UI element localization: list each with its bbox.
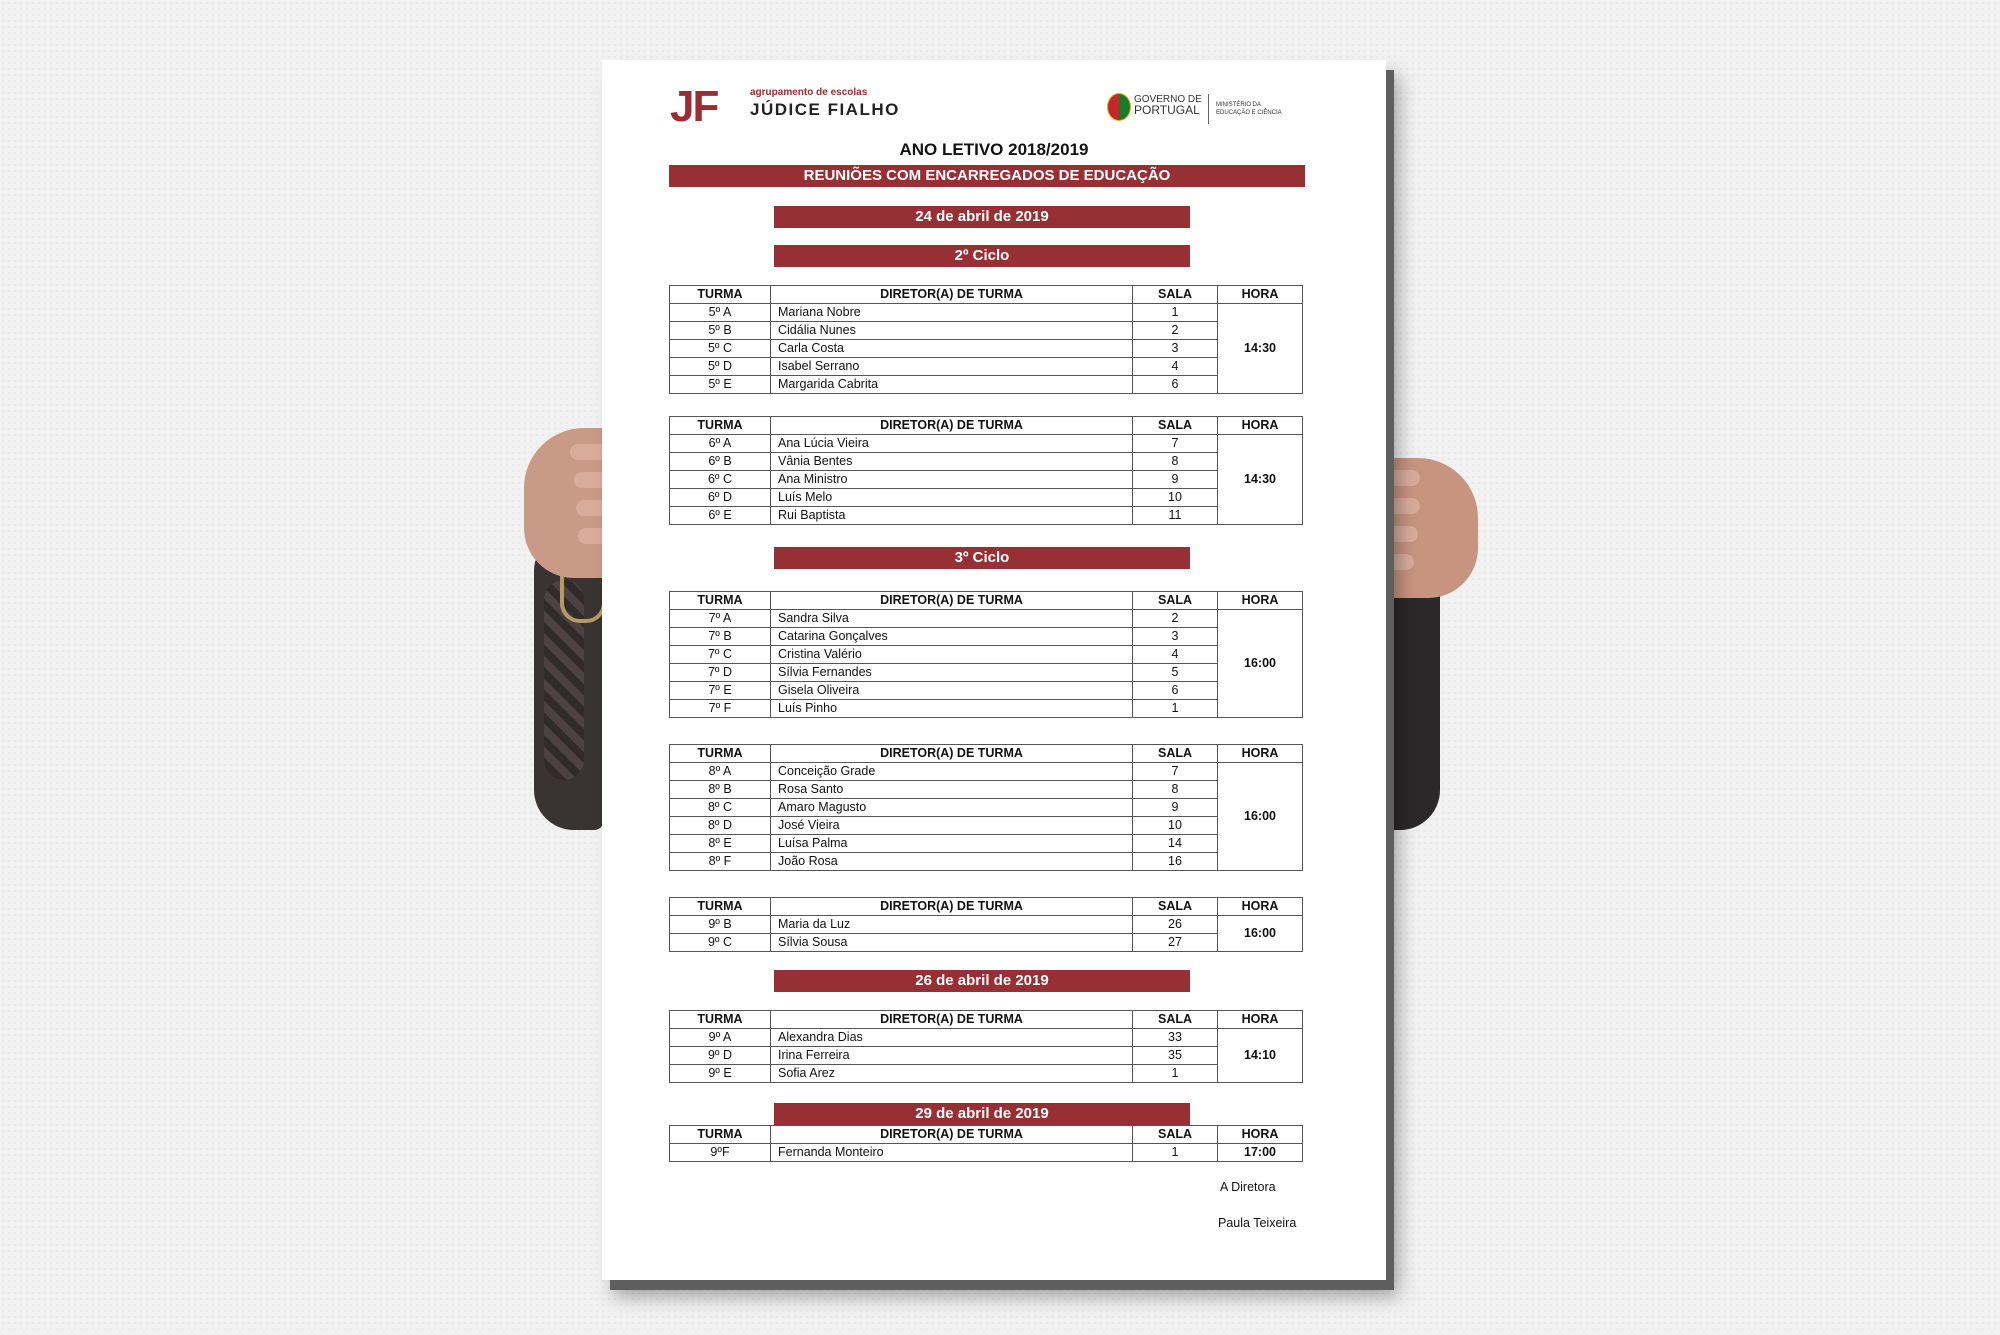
right-arm <box>1380 560 1440 830</box>
table-row <box>670 916 1303 934</box>
cell-diretor: Margarida Cabrita <box>771 376 1133 394</box>
column-header-hora: HORA <box>1218 592 1303 610</box>
column-header-diretor: DIRETOR(A) DE TURMA <box>771 1011 1133 1029</box>
column-header-turma: TURMA <box>670 286 771 304</box>
cell-sala: 3 <box>1133 340 1218 358</box>
cycle-bar-3: 3º Ciclo <box>774 547 1190 569</box>
table-row <box>670 781 1303 799</box>
cell-hora: 17:00 <box>1218 1144 1303 1162</box>
table-row <box>670 1047 1303 1065</box>
cell-sala: 4 <box>1133 646 1218 664</box>
cell-turma: 8º A <box>670 763 771 781</box>
cell-diretor: João Rosa <box>771 853 1133 871</box>
cell-hora: 14:30 <box>1218 304 1303 394</box>
cell-sala: 10 <box>1133 489 1218 507</box>
cell-sala: 2 <box>1133 610 1218 628</box>
cell-turma: 8º E <box>670 835 771 853</box>
table-header-row <box>670 898 1303 916</box>
column-header-turma: TURMA <box>670 1011 771 1029</box>
cell-turma: 6º A <box>670 435 771 453</box>
table-row <box>670 471 1303 489</box>
cell-turma: 9º B <box>670 916 771 934</box>
table-row <box>670 358 1303 376</box>
cell-sala: 6 <box>1133 376 1218 394</box>
cell-sala: 26 <box>1133 916 1218 934</box>
table-header-row <box>670 1126 1303 1144</box>
signature-name: Paula Teixeira <box>1218 1216 1297 1230</box>
column-header-turma: TURMA <box>670 1126 771 1144</box>
cell-turma: 9ºF <box>670 1144 771 1162</box>
column-header-hora: HORA <box>1218 1126 1303 1144</box>
cell-turma: 6º B <box>670 453 771 471</box>
logo-divider <box>1208 94 1209 124</box>
column-header-diretor: DIRETOR(A) DE TURMA <box>771 745 1133 763</box>
cell-diretor: Sandra Silva <box>771 610 1133 628</box>
cell-sala: 6 <box>1133 682 1218 700</box>
cell-diretor: Luísa Palma <box>771 835 1133 853</box>
cell-diretor: Gisela Oliveira <box>771 682 1133 700</box>
cell-sala: 33 <box>1133 1029 1218 1047</box>
cell-sala: 7 <box>1133 763 1218 781</box>
cell-turma: 5º C <box>670 340 771 358</box>
cell-turma: 6º E <box>670 507 771 525</box>
cell-sala: 35 <box>1133 1047 1218 1065</box>
cell-diretor: José Vieira <box>771 817 1133 835</box>
cell-sala: 4 <box>1133 358 1218 376</box>
column-header-diretor: DIRETOR(A) DE TURMA <box>771 592 1133 610</box>
cell-turma: 7º A <box>670 610 771 628</box>
cell-sala: 7 <box>1133 435 1218 453</box>
table-row <box>670 435 1303 453</box>
cell-sala: 1 <box>1133 1065 1218 1083</box>
cell-diretor: Alexandra Dias <box>771 1029 1133 1047</box>
cell-turma: 7º F <box>670 700 771 718</box>
cell-turma: 6º C <box>670 471 771 489</box>
cell-hora: 14:10 <box>1218 1029 1303 1083</box>
table-row <box>670 304 1303 322</box>
cell-sala: 1 <box>1133 1144 1218 1162</box>
cell-hora: 16:00 <box>1218 916 1303 952</box>
schedule-table <box>669 591 1303 718</box>
cell-turma: 7º D <box>670 664 771 682</box>
table-row <box>670 453 1303 471</box>
table-header-row <box>670 745 1303 763</box>
table-row <box>670 646 1303 664</box>
cell-diretor: Ana Lúcia Vieira <box>771 435 1133 453</box>
school-logo: JF <box>670 82 718 131</box>
page-title: ANO LETIVO 2018/2019 <box>899 140 1089 159</box>
table-row <box>670 322 1303 340</box>
schedule-table <box>669 744 1303 871</box>
cell-sala: 1 <box>1133 700 1218 718</box>
cell-sala: 9 <box>1133 799 1218 817</box>
column-header-turma: TURMA <box>670 898 771 916</box>
cell-turma: 6º D <box>670 489 771 507</box>
cell-turma: 5º D <box>670 358 771 376</box>
cell-turma: 9º C <box>670 934 771 952</box>
cell-turma: 8º F <box>670 853 771 871</box>
column-header-sala: SALA <box>1133 592 1218 610</box>
table-row <box>670 835 1303 853</box>
table-row <box>670 799 1303 817</box>
table-row <box>670 507 1303 525</box>
column-header-turma: TURMA <box>670 592 771 610</box>
schedule-table <box>669 416 1303 525</box>
date-bar-2: 26 de abril de 2019 <box>774 970 1190 992</box>
column-header-diretor: DIRETOR(A) DE TURMA <box>771 286 1133 304</box>
cell-sala: 27 <box>1133 934 1218 952</box>
table-header-row <box>670 1011 1303 1029</box>
cell-sala: 11 <box>1133 507 1218 525</box>
column-header-turma: TURMA <box>670 745 771 763</box>
logo-caption: agrupamento de escolas <box>750 87 868 98</box>
column-header-diretor: DIRETOR(A) DE TURMA <box>771 417 1133 435</box>
column-header-hora: HORA <box>1218 286 1303 304</box>
column-header-sala: SALA <box>1133 898 1218 916</box>
cell-sala: 2 <box>1133 322 1218 340</box>
cell-diretor: Carla Costa <box>771 340 1133 358</box>
cell-diretor: Sofia Arez <box>771 1065 1133 1083</box>
table-row <box>670 489 1303 507</box>
cell-diretor: Cidália Nunes <box>771 322 1133 340</box>
schedule-table <box>669 1010 1303 1083</box>
table-row <box>670 628 1303 646</box>
subtitle-bar: REUNIÕES COM ENCARREGADOS DE EDUCAÇÃO <box>669 165 1305 187</box>
column-header-hora: HORA <box>1218 898 1303 916</box>
cell-turma: 5º A <box>670 304 771 322</box>
cell-turma: 8º B <box>670 781 771 799</box>
schedule-table <box>669 285 1303 394</box>
cell-sala: 1 <box>1133 304 1218 322</box>
column-header-hora: HORA <box>1218 1011 1303 1029</box>
column-header-sala: SALA <box>1133 1011 1218 1029</box>
cell-turma: 8º C <box>670 799 771 817</box>
date-bar-1: 24 de abril de 2019 <box>774 206 1190 228</box>
schedule-table <box>669 1125 1303 1162</box>
cell-sala: 8 <box>1133 781 1218 799</box>
cell-hora: 16:00 <box>1218 763 1303 871</box>
column-header-hora: HORA <box>1218 745 1303 763</box>
column-header-sala: SALA <box>1133 1126 1218 1144</box>
cell-diretor: Rosa Santo <box>771 781 1133 799</box>
cell-turma: 8º D <box>670 817 771 835</box>
cell-turma: 5º E <box>670 376 771 394</box>
cell-turma: 9º D <box>670 1047 771 1065</box>
table-row <box>670 376 1303 394</box>
table-row <box>670 853 1303 871</box>
table-row <box>670 700 1303 718</box>
cell-sala: 8 <box>1133 453 1218 471</box>
column-header-diretor: DIRETOR(A) DE TURMA <box>771 1126 1133 1144</box>
cell-turma: 7º C <box>670 646 771 664</box>
cell-sala: 3 <box>1133 628 1218 646</box>
table-row <box>670 610 1303 628</box>
cell-diretor: Isabel Serrano <box>771 358 1133 376</box>
column-header-sala: SALA <box>1133 417 1218 435</box>
column-header-turma: TURMA <box>670 417 771 435</box>
cell-diretor: Vânia Bentes <box>771 453 1133 471</box>
column-header-diretor: DIRETOR(A) DE TURMA <box>771 898 1133 916</box>
cell-diretor: Mariana Nobre <box>771 304 1133 322</box>
table-row <box>670 664 1303 682</box>
date-bar-3: 29 de abril de 2019 <box>774 1103 1190 1125</box>
portugal-flag-icon <box>1107 93 1131 121</box>
cell-turma: 7º E <box>670 682 771 700</box>
cell-sala: 14 <box>1133 835 1218 853</box>
cell-sala: 16 <box>1133 853 1218 871</box>
poster <box>602 60 1386 1280</box>
cell-diretor: Fernanda Monteiro <box>771 1144 1133 1162</box>
cell-sala: 9 <box>1133 471 1218 489</box>
cell-diretor: Ana Ministro <box>771 471 1133 489</box>
table-row <box>670 1029 1303 1047</box>
cell-turma: 5º B <box>670 322 771 340</box>
cell-turma: 9º E <box>670 1065 771 1083</box>
cell-sala: 10 <box>1133 817 1218 835</box>
cell-diretor: Sílvia Fernandes <box>771 664 1133 682</box>
cell-sala: 5 <box>1133 664 1218 682</box>
table-row <box>670 682 1303 700</box>
signature-role: A Diretora <box>1220 1180 1276 1194</box>
table-row <box>670 934 1303 952</box>
cell-diretor: Maria da Luz <box>771 916 1133 934</box>
table-header-row <box>670 417 1303 435</box>
cell-diretor: Luís Melo <box>771 489 1133 507</box>
table-row <box>670 1065 1303 1083</box>
column-header-sala: SALA <box>1133 286 1218 304</box>
ministry-name: MINISTÉRIO DA EDUCAÇÃO E CIÊNCIA <box>1216 102 1282 116</box>
table-row <box>670 817 1303 835</box>
school-name: JÚDICE FIALHO <box>750 100 900 119</box>
schedule-table <box>669 897 1303 952</box>
cell-diretor: Catarina Gonçalves <box>771 628 1133 646</box>
cell-diretor: Conceição Grade <box>771 763 1133 781</box>
cell-hora: 14:30 <box>1218 435 1303 525</box>
table-row <box>670 1144 1303 1162</box>
cell-turma: 7º B <box>670 628 771 646</box>
cell-turma: 9º A <box>670 1029 771 1047</box>
column-header-sala: SALA <box>1133 745 1218 763</box>
cycle-bar-2: 2º Ciclo <box>774 245 1190 267</box>
government-logo: GOVERNO DE PORTUGAL <box>1134 94 1202 117</box>
cell-hora: 16:00 <box>1218 610 1303 718</box>
cell-diretor: Luís Pinho <box>771 700 1133 718</box>
table-row <box>670 763 1303 781</box>
cell-diretor: Cristina Valério <box>771 646 1133 664</box>
table-header-row <box>670 286 1303 304</box>
table-row <box>670 340 1303 358</box>
cell-diretor: Rui Baptista <box>771 507 1133 525</box>
column-header-hora: HORA <box>1218 417 1303 435</box>
cell-diretor: Amaro Magusto <box>771 799 1133 817</box>
cell-diretor: Sílvia Sousa <box>771 934 1133 952</box>
table-header-row <box>670 592 1303 610</box>
cell-diretor: Irina Ferreira <box>771 1047 1133 1065</box>
